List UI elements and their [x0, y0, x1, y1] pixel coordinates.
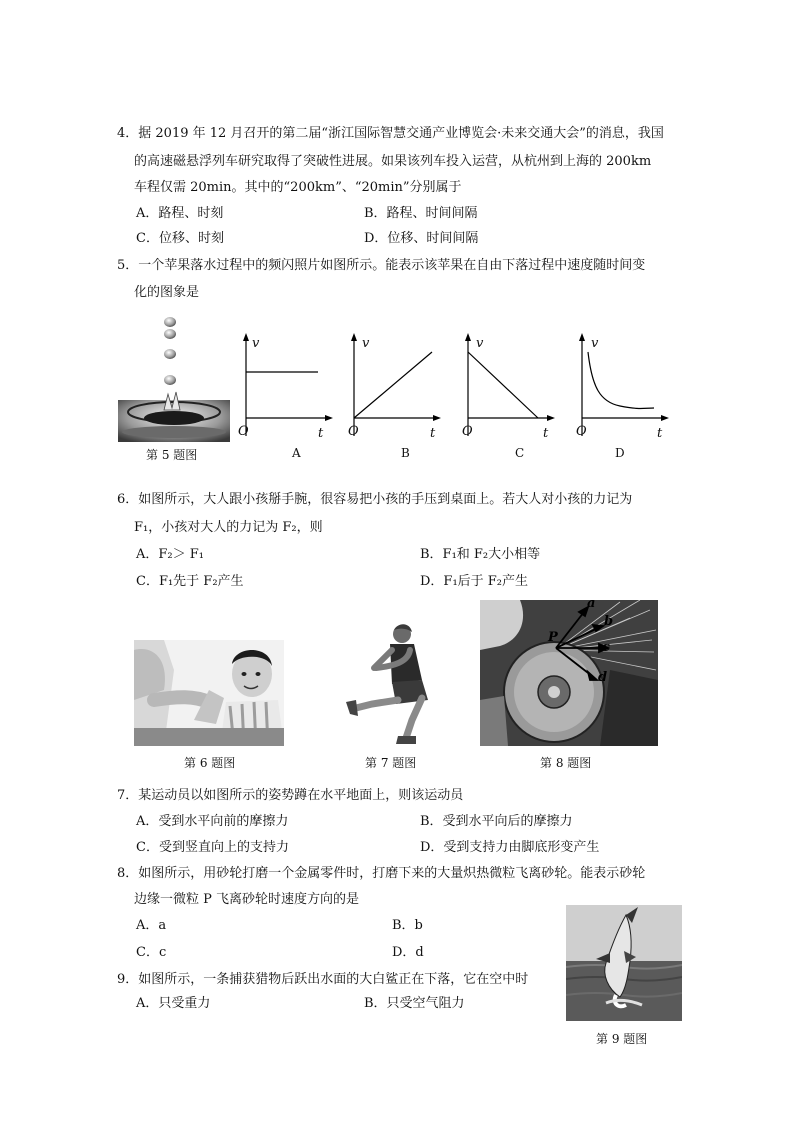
grinding-wheel-photo [480, 600, 658, 746]
vector-a-label: a [587, 596, 596, 611]
q9-figure-caption: 第 9 题图 [596, 1032, 648, 1046]
q7-stem-line1: 7．某运动员以如图所示的姿势蹲在水平地面上，则该运动员 [117, 788, 464, 803]
graph-a-v-label: v [252, 336, 260, 351]
q5-figure-caption: 第 5 题图 [146, 448, 198, 462]
graph-d-origin: O [576, 424, 587, 439]
vector-d-label: d [598, 670, 608, 685]
q9-option-b: B．只受空气阻力 [364, 996, 465, 1011]
q6-option-b: B．F₁和 F₂大小相等 [420, 547, 541, 562]
graph-a-label: A [292, 446, 301, 460]
q8-figure-caption: 第 8 题图 [540, 756, 592, 770]
graph-c-v-label: v [476, 336, 484, 351]
q6-option-d: D．F₁后于 F₂产生 [420, 574, 529, 589]
q7-figure-caption: 第 7 题图 [365, 756, 417, 770]
graph-a-t-label: t [318, 426, 324, 441]
vector-c-label: c [602, 640, 610, 655]
graph-d-v-label: v [591, 336, 599, 351]
q8-option-a: A．a [136, 918, 167, 933]
q8-option-c: C．c [136, 945, 167, 960]
graph-b-t-label: t [430, 426, 436, 441]
q8-option-d: D．d [392, 945, 424, 960]
apple-strobe-photo [118, 312, 230, 442]
q7-option-a: A．受到水平向前的摩擦力 [136, 814, 289, 829]
q7-option-c: C．受到竖直向上的支持力 [136, 840, 289, 855]
shark-photo [566, 905, 682, 1021]
graph-d-t-label: t [657, 426, 663, 441]
q6-option-a: A．F₂＞ F₁ [136, 547, 204, 562]
q4-stem-line1: 4．据 2019 年 12 月召开的第二届“浙江国际智慧交通产业博览会·未来交通大会”的消息，我国 [117, 126, 664, 141]
particle-p-label: P [548, 630, 558, 645]
graph-a-origin: O [238, 424, 249, 439]
q6-option-c: C．F₁先于 F₂产生 [136, 574, 244, 589]
q9-stem-line1: 9．如图所示，一条捕获猎物后跃出水面的大白鲨正在下落，它在空中时 [117, 972, 529, 987]
vector-b-label: b [604, 614, 614, 629]
q9-option-a: A．只受重力 [136, 996, 211, 1011]
q4-option-c: C．位移、时刻 [136, 231, 224, 246]
q7-option-b: B．受到水平向后的摩擦力 [420, 814, 573, 829]
graph-b-origin: O [348, 424, 359, 439]
q4-stem-line2: 的高速磁悬浮列车研究取得了突破性进展。如果该列车投入运营，从杭州到上海的 200km [134, 154, 652, 169]
graph-b-v-label: v [362, 336, 370, 351]
graph-b-label: B [401, 446, 410, 460]
q5-stem-line2: 化的图象是 [134, 285, 200, 300]
graph-c-t-label: t [543, 426, 549, 441]
squatting-athlete-photo [342, 620, 442, 748]
q7-option-d: D．受到支持力由脚底形变产生 [420, 840, 600, 855]
q5-stem-line1: 5．一个苹果落水过程中的频闪照片如图所示。能表示该苹果在自由下落过程中速度随时间变 [117, 258, 646, 273]
graph-c-origin: O [462, 424, 473, 439]
q8-stem-line2: 边缘一微粒 P 飞离砂轮时速度方向的是 [134, 892, 360, 907]
q6-stem-line1: 6．如图所示，大人跟小孩掰手腕，很容易把小孩的手压到桌面上。若大人对小孩的力记为 [117, 492, 633, 507]
q4-option-b: B．路程、时间间隔 [364, 206, 478, 221]
graph-c-label: C [515, 446, 525, 460]
graph-d-label: D [615, 446, 625, 460]
q6-stem-line2: F₁，小孩对大人的力记为 F₂，则 [134, 520, 323, 535]
q8-stem-line1: 8．如图所示，用砂轮打磨一个金属零件时，打磨下来的大量炽热微粒飞离砂轮。能表示砂轮 [117, 866, 646, 881]
q8-option-b: B．b [392, 918, 423, 933]
q4-option-d: D．位移、时间间隔 [364, 231, 479, 246]
q6-figure-caption: 第 6 题图 [184, 756, 236, 770]
q4-stem-line3: 车程仅需 20min。其中的“200km”、“20min”分别属于 [134, 180, 462, 195]
arm-wrestling-photo [134, 640, 284, 746]
q4-option-a: A．路程、时刻 [136, 206, 224, 221]
